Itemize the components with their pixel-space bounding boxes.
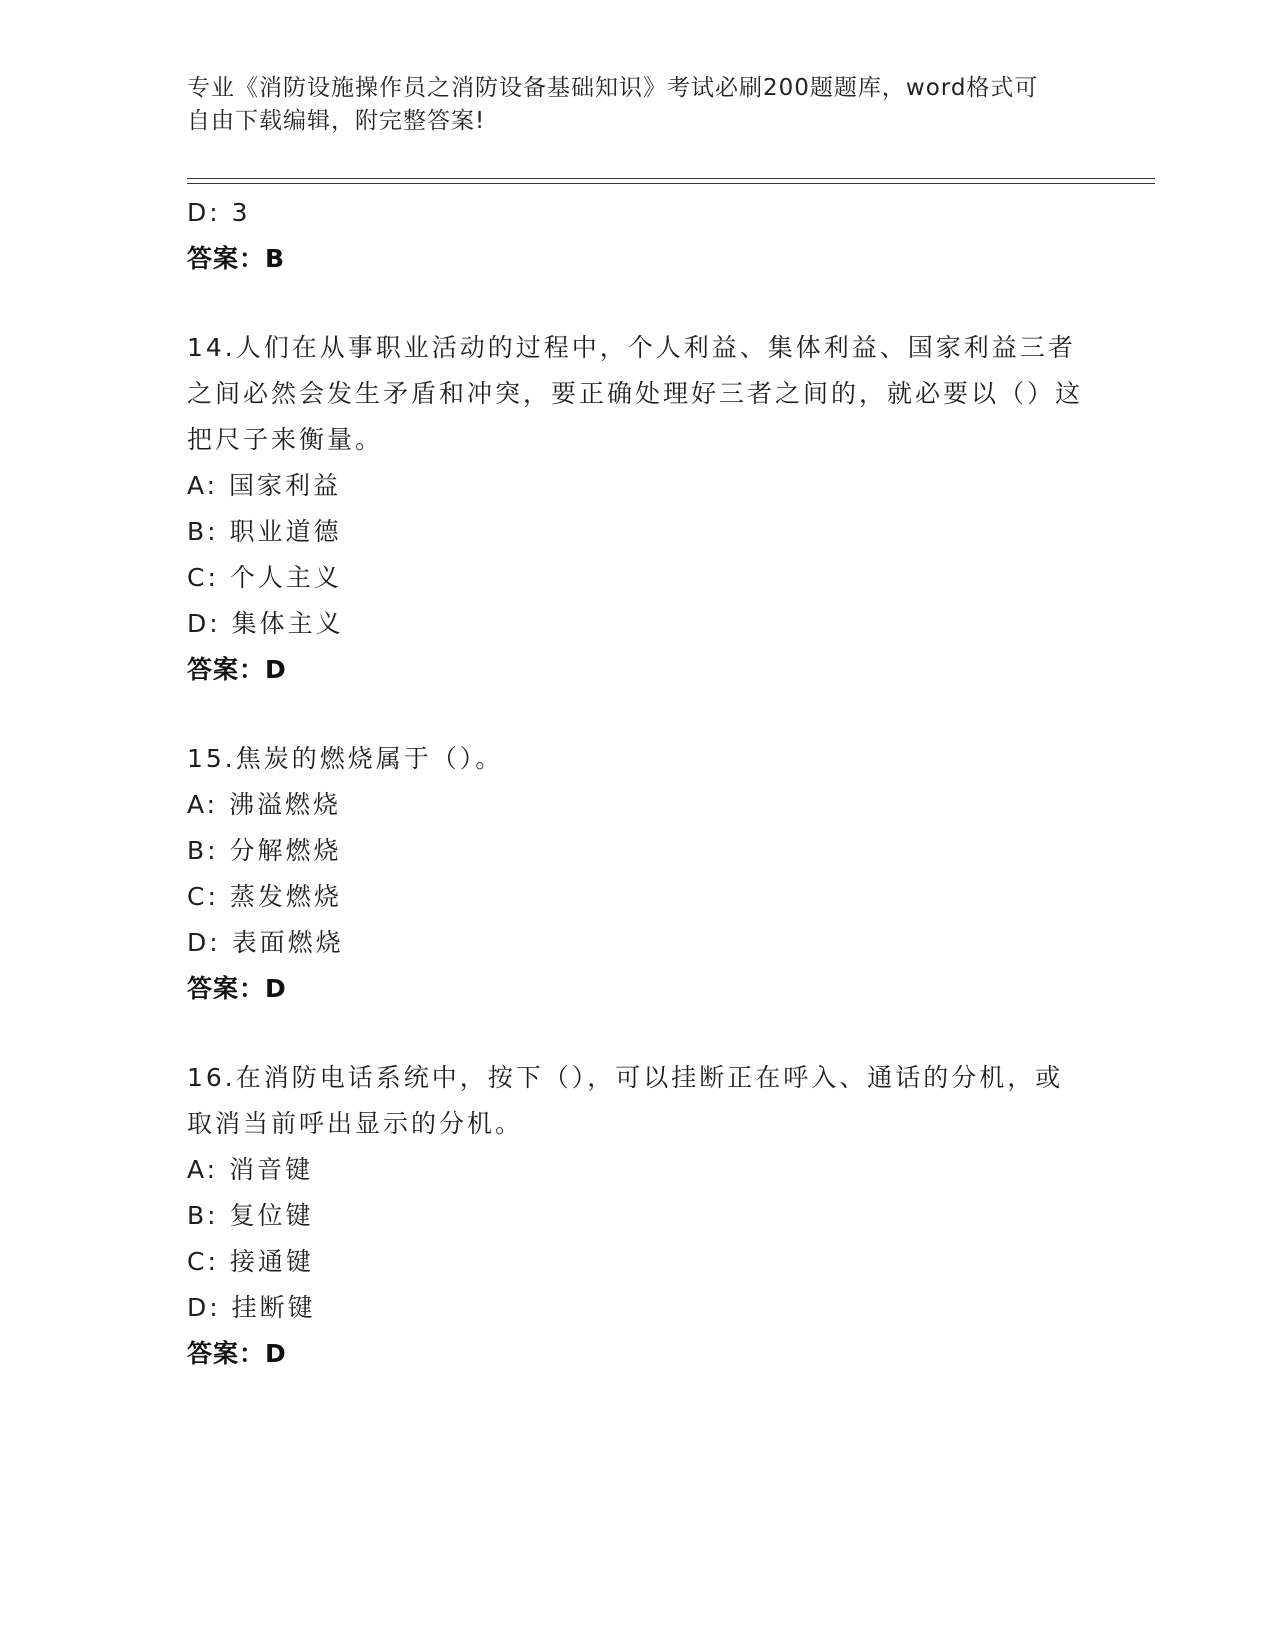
document-header: [187, 72, 1067, 138]
spacer: [187, 282, 1087, 325]
header-divider-top: [187, 178, 1155, 179]
spacer: [187, 693, 1087, 736]
question-list: [187, 190, 1087, 1377]
header-divider-bottom: [187, 183, 1155, 184]
header-title-line-1: 专业《消防设施操作员之消防设备基础知识》考试必刷200题题库，word格式可: [187, 75, 1039, 101]
option-a: A: 国家利益: [187, 471, 342, 500]
answer: 答案：D: [187, 1339, 287, 1368]
previous-answer: 答案：B: [187, 244, 286, 273]
option-c: C: 个人主义: [187, 563, 342, 592]
option-b: B: 职业道德: [187, 517, 342, 546]
answer: 答案：D: [187, 655, 287, 684]
answer: 答案：D: [187, 974, 287, 1003]
option-a: A: 消音键: [187, 1155, 314, 1184]
option-d: D: 挂断键: [187, 1293, 316, 1322]
option-d: D: 表面燃烧: [187, 928, 344, 957]
question-stem: 15.焦炭的燃烧属于（）。: [187, 744, 504, 773]
spacer: [187, 1012, 1087, 1055]
header-title-line-2: 自由下载编辑，附完整答案!: [187, 108, 486, 134]
option-c: C: 蒸发燃烧: [187, 882, 342, 911]
previous-option-d: D: 3: [187, 198, 251, 227]
option-c: C: 接通键: [187, 1247, 314, 1276]
option-b: B: 复位键: [187, 1201, 314, 1230]
option-a: A: 沸溢燃烧: [187, 790, 342, 819]
option-d: D: 集体主义: [187, 609, 344, 638]
question-stem: 16.在消防电话系统中，按下（），可以挂断正在呼入、通话的分机，或取消当前呼出显示的分机。: [187, 1063, 1064, 1138]
option-b: B: 分解燃烧: [187, 836, 342, 865]
question-stem: 14.人们在从事职业活动的过程中，个人利益、集体利益、国家利益三者之间必然会发生矛盾和冲突，要正确处理好三者之间的，就必要以（）这把尺子来衡量。: [187, 333, 1084, 454]
